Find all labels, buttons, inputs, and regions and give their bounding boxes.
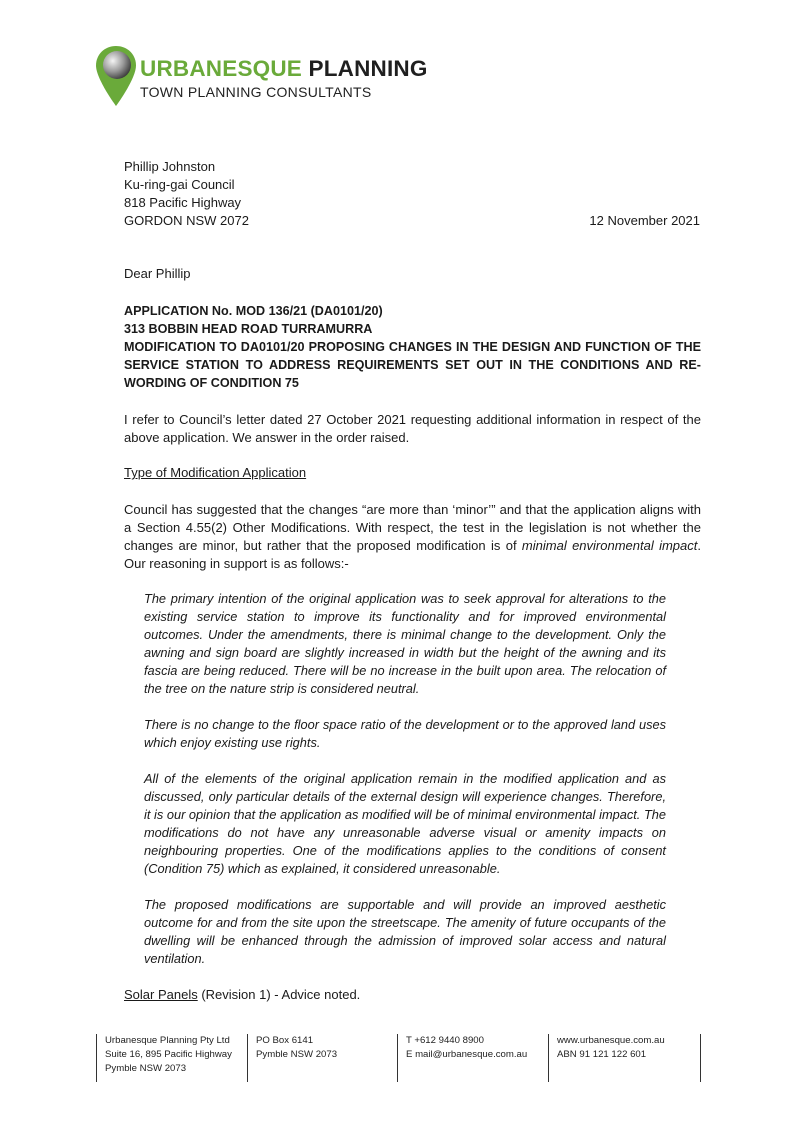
quote-paragraph: The primary intention of the original application was to seek approval for alterations to the existing service station to improve its functionality and for improved environmental outcomes. Under the amendments, there is minimal change to the development. Only the awning and sign board are slightly increased in width but the height of the awning and its fascia are being reduced. There will be no increase in the built upon area. The relocation of the tree on the nature strip is considered neutral. xyxy=(144,591,666,696)
logo-tagline: TOWN PLANNING CONSULTANTS xyxy=(140,84,372,100)
subject-line: 313 BOBBIN HEAD ROAD TURRAMURRA xyxy=(124,322,373,336)
address-line: 818 Pacific Highway xyxy=(124,195,242,210)
quote-paragraph: There is no change to the floor space ratio of the development or to the approved land uses which enjoy existing use rights. xyxy=(144,717,666,750)
address-line: GORDON NSW 2072 xyxy=(124,213,249,228)
solar-panels-item xyxy=(124,987,360,1002)
footer-line: www.urbanesque.com.au xyxy=(557,1035,665,1046)
subject-line: MODIFICATION TO DA0101/20 PROPOSING CHANGES IN THE DESIGN AND FUNCTION OF THE xyxy=(124,340,701,354)
footer-company xyxy=(96,1034,232,1082)
address-line: Ku-ring-gai Council xyxy=(124,177,235,192)
solar-text: (Revision 1) - Advice noted. xyxy=(197,987,361,1002)
body-text: . Our reasoning in support is as follows:- xyxy=(124,538,701,571)
quote-paragraph: The proposed modifications are supportable and will provide an improved aesthetic outcome for and from the site upon the streetscape. The amenity of future occupants of the dwelling will be enhanced through the admission of improved solar access and natural ventilation. xyxy=(144,897,666,966)
logo-name-green: URBANESQUE xyxy=(140,56,303,81)
body-paragraph xyxy=(124,501,701,573)
footer-line: Pymble NSW 2073 xyxy=(105,1063,187,1074)
recipient-address xyxy=(124,158,424,230)
location-pin-icon xyxy=(96,46,136,106)
footer-line: Suite 16, 895 Pacific Highway xyxy=(105,1049,232,1060)
solar-heading: Solar Panels xyxy=(124,987,198,1002)
footer-line: E mail@urbanesque.com.au xyxy=(406,1049,528,1060)
subject-line: SERVICE STATION TO ADDRESS REQUIREMENTS SET OUT IN THE CONDITIONS AND RE- xyxy=(124,358,701,372)
footer-postal xyxy=(247,1034,337,1082)
footer-line: ABN 91 121 122 601 xyxy=(557,1049,647,1060)
salutation: Dear Phillip xyxy=(124,266,191,281)
footer-line: Pymble NSW 2073 xyxy=(256,1049,338,1060)
body-emphasis: minimal environmental impact xyxy=(521,538,698,553)
subject-line: WORDING OF CONDITION 75 xyxy=(124,376,299,390)
subject-heading xyxy=(124,302,701,392)
footer-divider xyxy=(700,1034,701,1082)
intro-paragraph: I refer to Council’s letter dated 27 October 2021 requesting additional information in respect of the above application. We answer in the order raised. xyxy=(124,412,701,445)
footer-web xyxy=(548,1034,665,1082)
letter-date: 12 November 2021 xyxy=(589,213,700,228)
logo-wordmark xyxy=(140,56,428,82)
logo-name-dark: PLANNING xyxy=(308,56,428,81)
company-logo xyxy=(96,46,436,108)
footer-line: PO Box 6141 xyxy=(256,1035,314,1046)
footer-line: Urbanesque Planning Pty Ltd xyxy=(105,1035,230,1046)
address-line: Phillip Johnston xyxy=(124,159,216,174)
footer-contact xyxy=(397,1034,527,1082)
quote-paragraph: All of the elements of the original application remain in the modified application and as discussed, only particular details of the external design will experience changes. Therefore, it is our opinion that the application as modified will be of minimal environmental impact. The modifications do not have any unreasonable adverse visual or amenity impacts on neighbouring properties. One of the modifications applies to the conditions of consent (Condition 75) which as explained, it considered unreasonable. xyxy=(144,771,666,876)
body-text: Council has suggested that the changes “are more than ‘minor’” and that the application aligns with a Section 4.55(2) Other Modifications. With respect, the test in the legislation is not whether the changes are minor, but rather that the proposed modification is of xyxy=(124,502,701,553)
footer-line: T +612 9440 8900 xyxy=(406,1035,484,1046)
section-heading: Type of Modification Application xyxy=(124,465,307,480)
subject-line: APPLICATION No. MOD 136/21 (DA0101/20) xyxy=(124,304,383,318)
